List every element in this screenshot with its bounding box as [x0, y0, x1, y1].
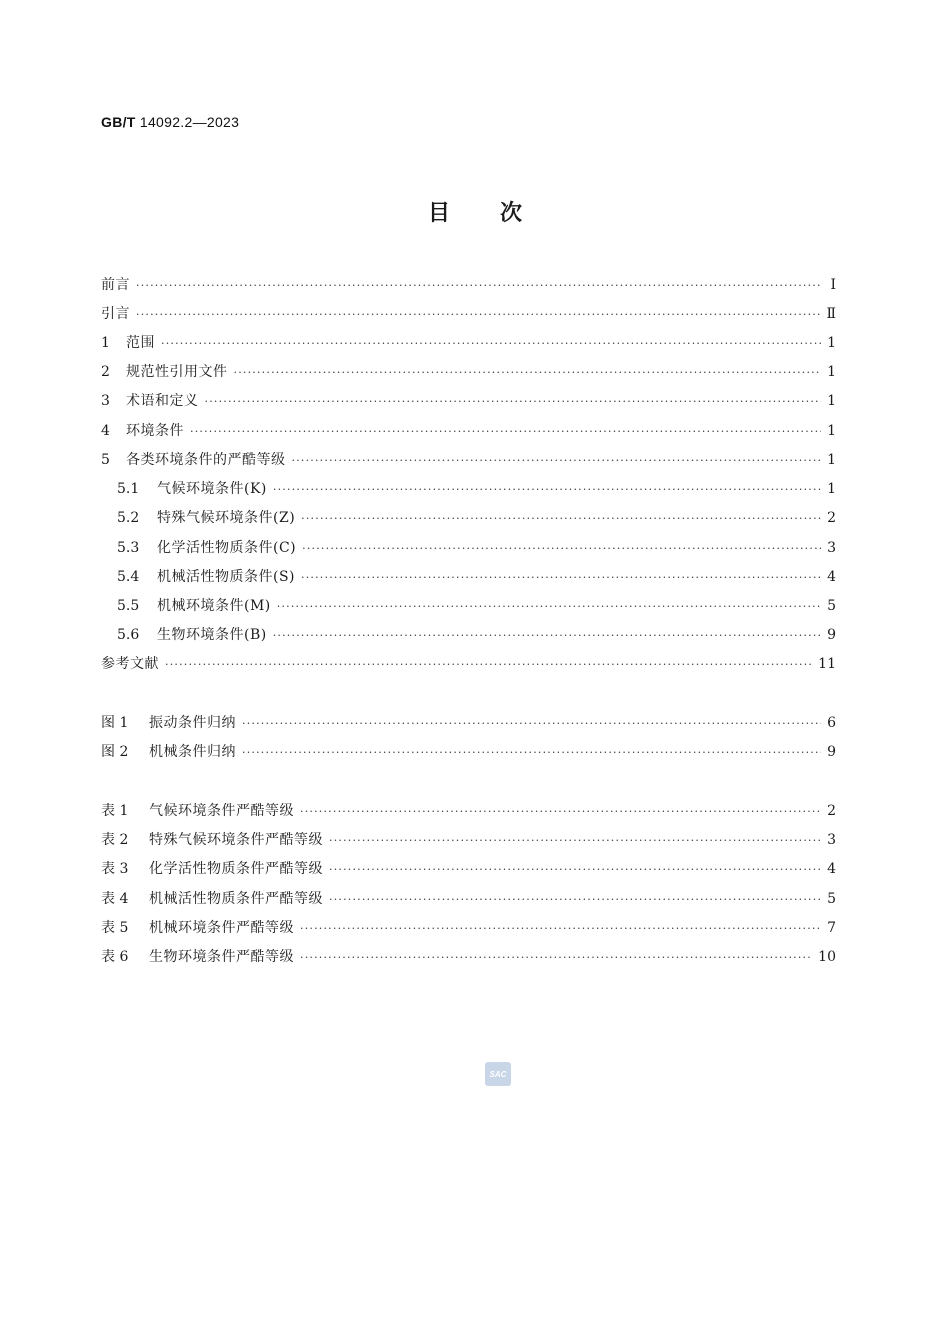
toc-number: 5: [101, 452, 110, 468]
figure-number: 图 2: [101, 744, 129, 760]
toc-label: 生物环境条件严酷等级: [149, 949, 294, 965]
toc-page: 1: [827, 481, 836, 497]
dot-leader: [273, 627, 821, 645]
dot-leader: [329, 832, 821, 850]
toc-label: 气候环境条件(K): [157, 481, 267, 497]
dot-leader: [292, 452, 822, 470]
toc-label: 气候环境条件严酷等级: [149, 803, 294, 819]
dot-leader: [301, 510, 821, 528]
toc-figure-2[interactable]: [101, 742, 836, 762]
table-number: 表 3: [101, 861, 129, 877]
toc-page: 3: [827, 832, 836, 848]
toc-page: 9: [827, 627, 836, 643]
toc-entry-introduction[interactable]: [101, 304, 836, 324]
toc-page: 4: [827, 861, 836, 877]
toc-label: 规范性引用文件: [126, 364, 228, 380]
toc-label: 化学活性物质条件严酷等级: [149, 861, 323, 877]
standard-prefix: GB/T: [101, 114, 136, 130]
dot-leader: [301, 569, 821, 587]
dot-leader: [273, 481, 821, 499]
toc-number: 5.6: [117, 627, 140, 643]
toc-page: 2: [827, 803, 836, 819]
toc-label: 参考文献: [101, 656, 159, 672]
toc-page: 1: [827, 452, 836, 468]
toc-number: 5.4: [117, 569, 140, 585]
toc-label: 术语和定义: [126, 393, 199, 409]
standard-code: 14092.2—2023: [139, 114, 240, 130]
dot-leader: [277, 598, 821, 616]
dot-leader: [300, 803, 821, 821]
toc-label: 机械环境条件严酷等级: [149, 920, 294, 936]
toc-page: 5: [827, 891, 836, 907]
toc-page: 1: [827, 335, 836, 351]
toc-figure-1[interactable]: [101, 713, 836, 733]
toc-entry-5-5[interactable]: [117, 596, 836, 616]
toc-table-3[interactable]: [101, 859, 836, 879]
toc-entry-2[interactable]: [101, 362, 836, 382]
toc-page: 11: [818, 656, 836, 672]
toc-entry-5-2[interactable]: [117, 508, 836, 528]
title-char-1: 目: [427, 201, 450, 226]
toc-number: 2: [101, 364, 110, 380]
dot-leader: [161, 335, 821, 353]
toc-entry-5-4[interactable]: [117, 567, 836, 587]
toc-page: 7: [827, 920, 836, 936]
toc-page: 6: [827, 715, 836, 731]
toc-label: 环境条件: [126, 423, 184, 439]
toc-number: 5.3: [117, 540, 140, 556]
toc-number: 4: [101, 423, 110, 439]
toc-label: 机械活性物质条件(S): [157, 569, 296, 585]
figure-number: 图 1: [101, 715, 129, 731]
table-number: 表 2: [101, 832, 129, 848]
toc-page: Ⅱ: [826, 306, 836, 322]
toc-entry-foreword[interactable]: [101, 275, 836, 295]
toc-entry-5-1[interactable]: [117, 479, 836, 499]
dot-leader: [136, 277, 822, 295]
toc-page: 3: [827, 540, 836, 556]
toc-page: Ⅰ: [830, 277, 836, 293]
dot-leader: [234, 364, 822, 382]
toc-table-4[interactable]: [101, 889, 836, 909]
table-number: 表 6: [101, 949, 129, 965]
dot-leader: [242, 744, 821, 762]
toc-page: 2: [827, 510, 836, 526]
toc-label: 生物环境条件(B): [157, 627, 267, 643]
toc-entry-5-3[interactable]: [117, 538, 836, 558]
dot-leader: [165, 656, 812, 674]
toc-label: 各类环境条件的严酷等级: [126, 452, 286, 468]
toc-entry-5[interactable]: [101, 450, 836, 470]
toc-label: 前言: [101, 277, 130, 293]
toc-page: 1: [827, 364, 836, 380]
toc-number: 3: [101, 393, 110, 409]
toc-table-1[interactable]: [101, 801, 836, 821]
toc-table-2[interactable]: [101, 830, 836, 850]
toc-label: 机械活性物质条件严酷等级: [149, 891, 323, 907]
toc-number: 5.2: [117, 510, 140, 526]
toc-label: 范围: [126, 335, 155, 351]
toc-label: 机械环境条件(M): [157, 598, 271, 614]
title-char-2: 次: [500, 201, 523, 226]
dot-leader: [136, 306, 820, 324]
toc-label: 振动条件归纳: [149, 715, 236, 731]
toc-number: 5.5: [117, 598, 140, 614]
toc-entry-1[interactable]: [101, 333, 836, 353]
toc-page: 1: [827, 393, 836, 409]
toc-entry-4[interactable]: [101, 421, 836, 441]
toc-page: 9: [827, 744, 836, 760]
toc-number: 5.1: [117, 481, 140, 497]
table-number: 表 5: [101, 920, 129, 936]
dot-leader: [190, 423, 821, 441]
toc-page: 10: [818, 949, 836, 965]
toc-number: 1: [101, 335, 110, 351]
dot-leader: [329, 861, 821, 879]
dot-leader: [300, 949, 812, 967]
dot-leader: [300, 920, 821, 938]
logo-text: SAC: [489, 1069, 507, 1079]
table-number: 表 1: [101, 803, 129, 819]
toc-entry-3[interactable]: [101, 391, 836, 411]
toc-page: 4: [827, 569, 836, 585]
toc-label: 机械条件归纳: [149, 744, 236, 760]
page-title: [0, 196, 950, 227]
toc-table-5[interactable]: [101, 918, 836, 938]
dot-leader: [242, 715, 821, 733]
toc-entry-5-6[interactable]: [117, 625, 836, 645]
toc-page: 5: [827, 598, 836, 614]
table-number: 表 4: [101, 891, 129, 907]
toc-entry-bibliography[interactable]: [101, 654, 836, 674]
dot-leader: [329, 891, 821, 909]
dot-leader: [205, 393, 822, 411]
toc-label: 特殊气候环境条件严酷等级: [149, 832, 323, 848]
sac-logo: [485, 1062, 511, 1086]
toc-table-6[interactable]: [101, 947, 836, 967]
toc-page: 1: [827, 423, 836, 439]
standard-number: [101, 114, 239, 130]
toc-label: 引言: [101, 306, 130, 322]
toc-label: 化学活性物质条件(C): [157, 540, 297, 556]
toc-label: 特殊气候环境条件(Z): [157, 510, 296, 526]
dot-leader: [302, 540, 821, 558]
